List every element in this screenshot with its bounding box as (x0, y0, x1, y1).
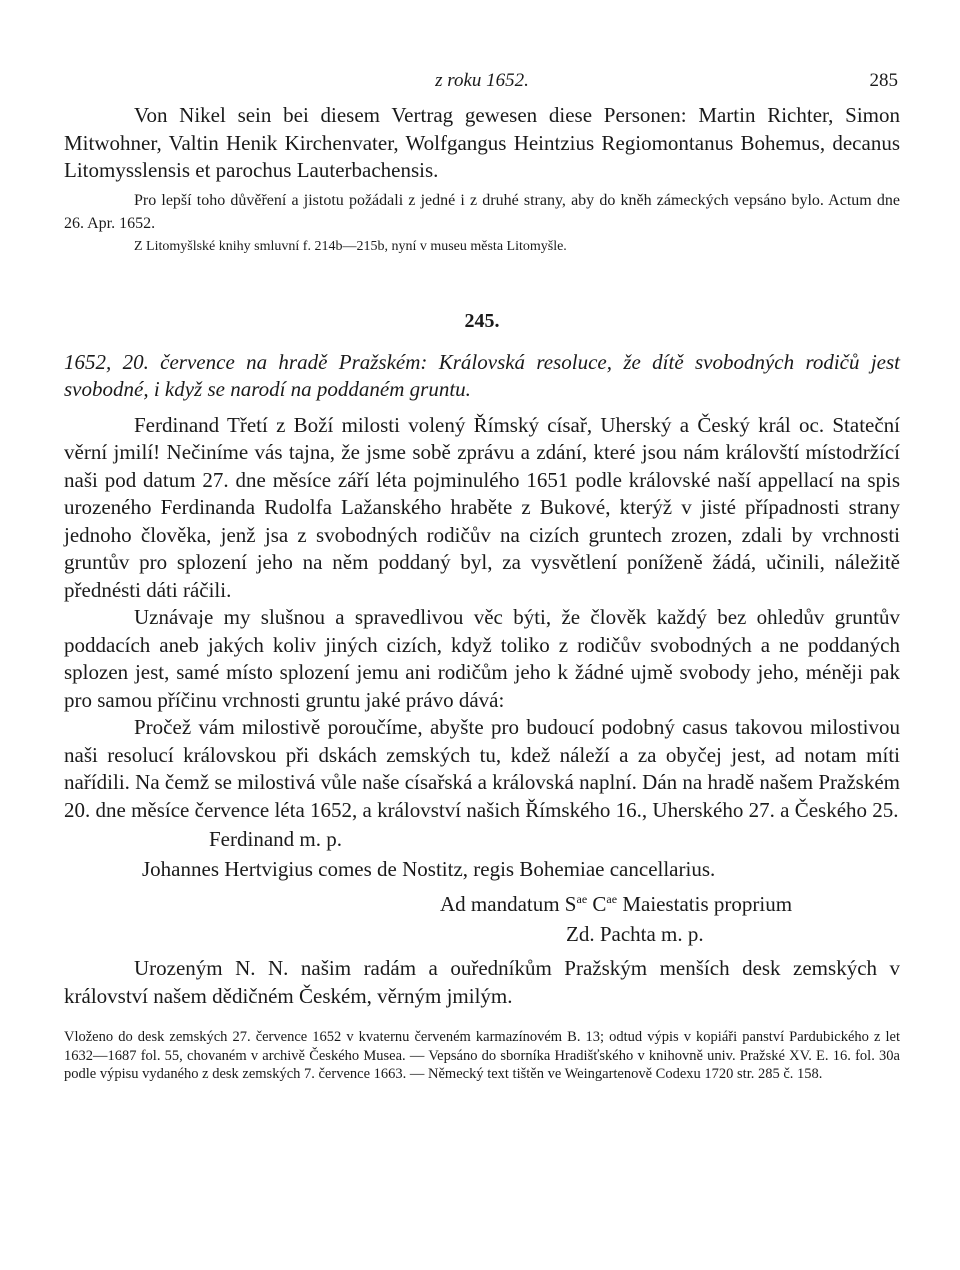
signature-king: Ferdinand m. p. (209, 827, 342, 851)
document-paragraph: Pročež vám milostivě poroučíme, abyšte pro budoucí podobný casus takovou milostivou naši resolucí královskou při dskách zemských tu, kdež náleží a za obyčej jest, ad notam míti nařídili. Na čemž se milostivá vůle naše císařská a královská naplní. Dán na hradě našem Pražském 20. dne měsíce července léta 1652, a království našich Římského 16., Uherského 27. a Českého 25. (64, 715, 900, 822)
signature-chancellor: Johannes Hertvigius comes de Nostitz, regis Bohemiae cancellarius. (142, 857, 716, 881)
page-number: 285 (869, 70, 898, 91)
document-title: Královská resoluce, že dítě svobodných rodičů jest svobodné, i když se narodí na poddaném gruntu. (64, 349, 900, 401)
document-paragraph: Uznávaje my slušnou a spravedlivou věc býti, že člověk každý bez ohledův gruntův poddacích aneb jakých koliv jiných cizích, když toliko z rodičův svobodných a ne poddaných splozen jest, samé místo splození jemu ani rodičům jeho k žádné ujmě svobody jeho, méněji pak pro samou příčinu vrchnosti gruntu jaké právo dává: (64, 605, 900, 712)
signature-mandate: Ad mandatum $S^{ae}$ $C^{ae}$ Maiestatis proprium (440, 892, 793, 916)
document-heading (64, 349, 900, 404)
running-title: z roku 1652. (435, 70, 529, 91)
previous-document-paragraph: Von Nikel sein bei diesem Vertrag gewesen diese Personen: Martin Richter, Simon Mitwohner, Valtin Henik Kirchenvater, Wolfgangus Heintzius Regiomontanus Bohemus, decanus Litomysslensis et parochus Lauterbachensis. (64, 103, 900, 182)
document-date: 1652, 20. července na hradě Pražském: (64, 349, 428, 374)
document-paragraph: Ferdinand Třetí z Boží milosti volený Římský císař, Uherský a Český král oc. Stateční věrní jmilí! Nečiníme vás tajna, že jsme sobě zprávu a zdání, které jsou nám královští místodržící naši pod datum 27. dne měsíce září léta pojminulého 1651 podle královské naší appellací na spis urozeného Ferdinanda Rudolfa Lažanského hraběte z Bukové, kterýž v jisté případnosti strany jednoho člověka, jenž jsa z svobodných rodičův na cizích gruntech zrozen, zdali by vrchnosti gruntův pro splození jeho na něm poddaný byl, za vysvětlení poníženě žádá, učinili, náležitě přednésti dáti ráčili. (64, 412, 900, 602)
previous-document-paragraph-czech: Pro lepší toho důvěření a jistotu požádali z jedné i z druhé strany, aby do kněh zámeckých vepsáno bylo. Actum dne 26. Apr. 1652. (64, 191, 900, 232)
running-header (64, 62, 900, 102)
document-number: 245. (464, 309, 500, 332)
document-address: Urozeným N. N. našim radám a ouředníkům Pražským menších desk zemských v království našem dědičném Českém, věrným jmilým. (64, 956, 900, 1008)
document-footnote: Vloženo do desk zemských 27. července 1652 v kvaternu červeném karmazínovém B. 13; odtud výpis v kopiáři panství Pardubického z let 1632—1687 fol. 55, chovaném v archivě Českého Musea. — Vepsáno do sborníka Hradišťského v knihovně univ. Pražské XV. E. 16. fol. 30a podle výpisu vydaného z desk zemských 7. července 1663. — Německý text tištěn ve Weingartenově Codexu 1720 str. 285 č. 158. (64, 1029, 900, 1082)
signature-pachta: Zd. Pachta m. p. (566, 922, 704, 946)
previous-document-source: Z Litomyšlské knihy smluvní f. 214b—215b, nyní v museu města Litomyšle. (134, 238, 567, 254)
